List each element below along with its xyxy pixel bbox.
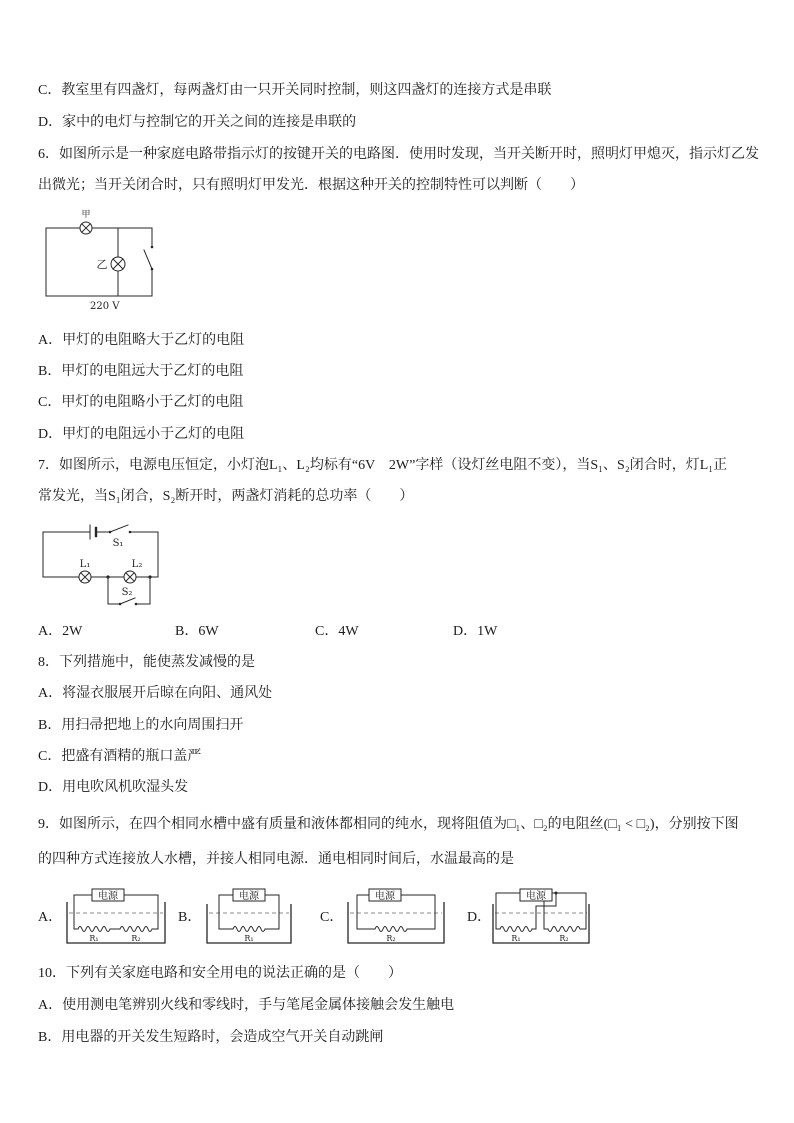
power-supply-label: 电源 bbox=[526, 891, 546, 902]
lamp-l1-icon bbox=[79, 571, 91, 583]
water-tank bbox=[348, 902, 444, 943]
q9-option-a-letter: A． bbox=[38, 910, 63, 925]
switch-s1-blade bbox=[110, 525, 128, 532]
power-supply-label: 电源 bbox=[375, 891, 395, 902]
switch-s2-pivot bbox=[119, 603, 122, 606]
resistor-r1-coil bbox=[500, 927, 532, 932]
q8-option-d: D．用电吹风机吹湿头发 bbox=[38, 780, 189, 795]
q10-stem: 10．下列有关家庭电路和安全用电的说法正确的是（ ） bbox=[38, 966, 402, 981]
q9-stem-line-2: 的四种方式连接放人水槽，并接人相同电源．通电相同时间后，水温最高的是 bbox=[38, 852, 514, 867]
q5-option-c: C．教室里有四盏灯，每两盏灯由一只开关同时控制，则这四盏灯的连接方式是串联 bbox=[38, 83, 552, 98]
junction-dot bbox=[555, 892, 558, 895]
resistor-r2-coil bbox=[115, 927, 158, 932]
lamp-l2-icon bbox=[124, 571, 136, 583]
switch-s1-icon bbox=[109, 525, 132, 533]
q8-stem: 8．下列措施中，能使蒸发减慢的是 bbox=[38, 655, 255, 670]
q7-circuit-diagram bbox=[40, 522, 165, 612]
switch-blade bbox=[144, 250, 152, 269]
power-supply-label: 电源 bbox=[239, 891, 259, 902]
q9-option-b-diagram bbox=[203, 886, 295, 948]
q6-option-a: A．甲灯的电阻略大于乙灯的电阻 bbox=[38, 333, 245, 348]
water-tank bbox=[67, 902, 165, 943]
q8-option-c: C．把盛有酒精的瓶口盖严 bbox=[38, 749, 202, 764]
q6-stem-line-1: 6．如图所示是一种家庭电路带指示灯的按键开关的电路图．使用时发现，当开关断开时，照明灯甲熄灭，指示灯乙发 bbox=[38, 147, 759, 162]
lamp-l1-label: L₁ bbox=[79, 559, 91, 570]
resistor-r2-label: R₂ bbox=[559, 934, 569, 943]
q7-option-d: D．1W bbox=[453, 624, 498, 639]
resistor-r1-label: R₁ bbox=[244, 934, 254, 943]
q7-stem-line-2: 常发光，当S₁闭合，S₂断开时，两盏灯消耗的总功率（ ） bbox=[38, 489, 414, 504]
q6-option-c: C．甲灯的电阻略小于乙灯的电阻 bbox=[38, 395, 244, 410]
resistor-r1-label: R₁ bbox=[511, 934, 521, 943]
switch-s2-blade bbox=[120, 598, 135, 604]
push-switch-icon bbox=[144, 246, 153, 271]
junction-right bbox=[148, 575, 151, 578]
q10-option-a: A．使用测电笔辨别火线和零线时，手与笔尾金属体接触会发生触电 bbox=[38, 998, 455, 1013]
resistor-r1-label: R₁ bbox=[89, 934, 99, 943]
water-tank bbox=[493, 904, 589, 943]
q6-option-b: B．甲灯的电阻远大于乙灯的电阻 bbox=[38, 364, 244, 379]
q9-stem-line-1: 9．如图所示，在四个相同水槽中盛有质量和液体都相同的纯水，现将阻值为□₁、□₂的电阻丝(□₁ < □₂)，分别按下图 bbox=[38, 817, 739, 832]
q9-option-d-diagram bbox=[490, 886, 592, 948]
q9-option-c-diagram bbox=[345, 886, 447, 948]
resistor-r2-label: R₂ bbox=[131, 934, 141, 943]
q6-circuit-diagram bbox=[40, 205, 160, 317]
q6-option-d: D．甲灯的电阻远小于乙灯的电阻 bbox=[38, 427, 245, 442]
voltage-label: 220 V bbox=[90, 301, 120, 312]
lamp-jia-icon bbox=[80, 222, 92, 234]
switch-s1-pivot bbox=[109, 531, 112, 534]
switch-s1-contact bbox=[129, 531, 132, 534]
resistor-r2-coil bbox=[548, 927, 582, 932]
junction-left bbox=[106, 575, 109, 578]
lamp-yi-label: 乙 bbox=[96, 258, 108, 271]
switch-contact-bottom bbox=[151, 268, 154, 271]
lamp-l2-label: L₂ bbox=[131, 559, 143, 570]
q9-option-d-letter: D． bbox=[467, 910, 492, 925]
q10-option-b: B．用电器的开关发生短路时，会造成空气开关自动跳闸 bbox=[38, 1030, 384, 1045]
battery-icon bbox=[90, 525, 96, 539]
switch-s2-label: S₂ bbox=[121, 587, 133, 598]
resistor-r2-coil bbox=[357, 927, 435, 932]
q9-option-c-letter: C． bbox=[320, 910, 344, 925]
q9-option-a-diagram bbox=[64, 886, 168, 948]
resistor-r2-label: R₂ bbox=[386, 934, 396, 943]
resistor-r1-coil bbox=[219, 927, 279, 932]
switch-s2-contact bbox=[135, 603, 138, 606]
switch-s1-label: S₁ bbox=[112, 538, 124, 549]
q8-option-a: A．将湿衣服展开后晾在向阳、通风处 bbox=[38, 686, 273, 701]
q5-option-d: D．家中的电灯与控制它的开关之间的连接是串联的 bbox=[38, 115, 357, 130]
q8-option-b: B．用扫帚把地上的水向周围扫开 bbox=[38, 718, 244, 733]
q9-option-b-letter: B． bbox=[178, 910, 202, 925]
resistor-r1-coil bbox=[74, 927, 115, 932]
q7-option-a: A．2W bbox=[38, 624, 83, 639]
q6-stem-line-2: 出微光；当开关闭合时，只有照明灯甲发光．根据这种开关的控制特性可以判断（ ） bbox=[38, 178, 584, 193]
q7-option-c: C．4W bbox=[315, 624, 359, 639]
q7-stem-line-1: 7．如图所示，电源电压恒定，小灯泡L₁、L₂均标有“6V 2W”字样（设灯丝电阻不变），当S₁、S₂闭合时，灯L₁正 bbox=[38, 458, 728, 473]
lamp-jia-label: 甲 bbox=[81, 210, 91, 220]
lamp-yi-icon bbox=[111, 257, 125, 271]
q7-option-b: B．6W bbox=[175, 624, 219, 639]
switch-contact-top bbox=[151, 246, 154, 249]
switch-s2-icon bbox=[119, 598, 138, 605]
power-supply-label: 电源 bbox=[98, 891, 118, 902]
